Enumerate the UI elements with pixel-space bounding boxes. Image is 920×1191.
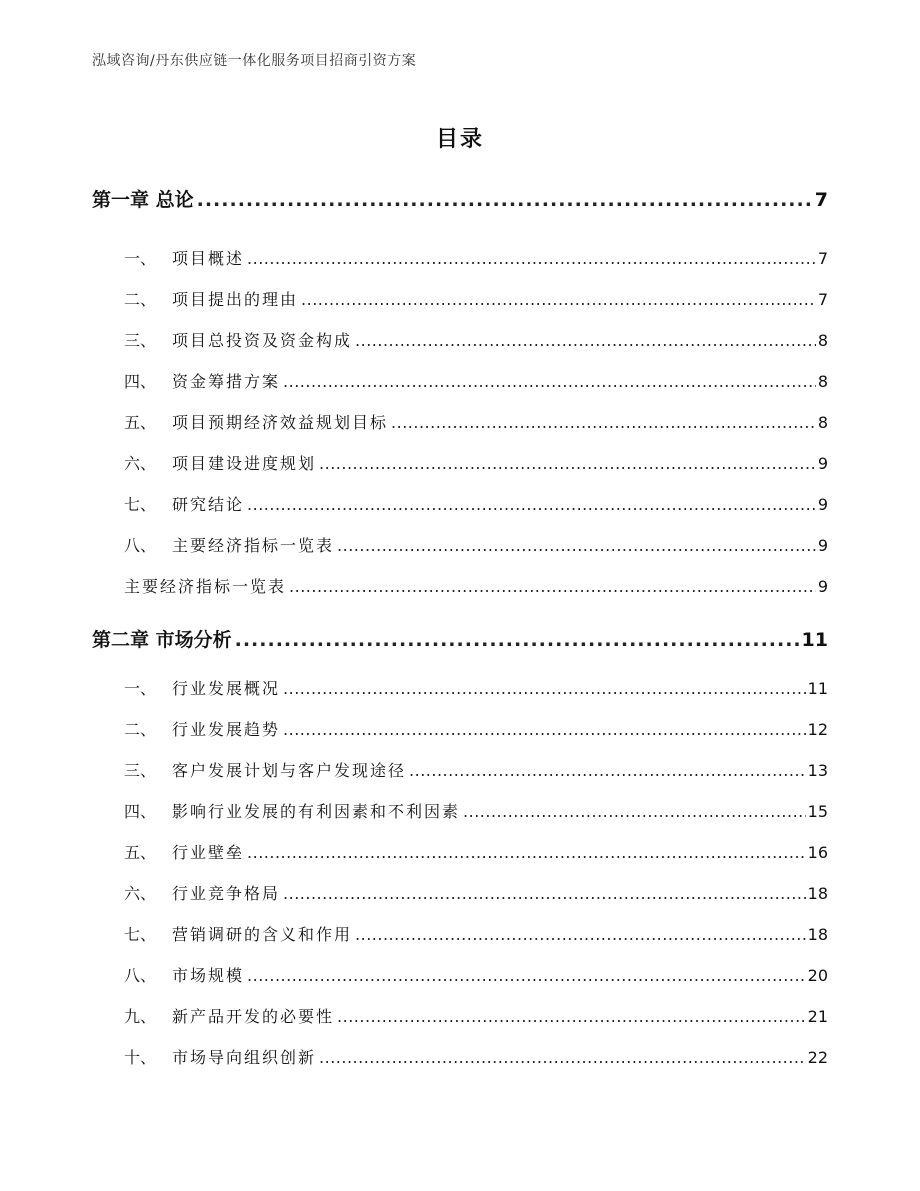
page-number: 18 bbox=[807, 925, 828, 944]
running-header: 泓域咨询/丹东供应链一体化服务项目招商引资方案 bbox=[92, 53, 417, 69]
page-number: 7 bbox=[814, 189, 828, 211]
dot-leader bbox=[391, 413, 816, 432]
dot-leader bbox=[301, 290, 816, 309]
dot-leader bbox=[247, 495, 816, 514]
toc-entry[interactable] bbox=[124, 574, 828, 597]
dot-leader bbox=[337, 536, 816, 555]
entry-title: 项目预期经济效益规划目标 bbox=[172, 413, 389, 432]
dot-leader bbox=[337, 1007, 806, 1026]
page-number: 8 bbox=[817, 413, 828, 432]
toc-entry[interactable] bbox=[124, 533, 828, 556]
page-number: 7 bbox=[817, 249, 828, 268]
page-number: 15 bbox=[807, 802, 828, 821]
entry-title: 项目提出的理由 bbox=[172, 290, 299, 309]
dot-leader bbox=[283, 372, 816, 391]
entry-title: 营销调研的含义和作用 bbox=[172, 925, 353, 944]
toc-entry[interactable] bbox=[124, 451, 828, 474]
dot-leader bbox=[355, 331, 816, 350]
entry-number: 一、 bbox=[124, 679, 157, 698]
dot-leader bbox=[289, 577, 816, 596]
entry-title: 行业发展趋势 bbox=[172, 720, 281, 739]
toc-title: 目录 bbox=[435, 127, 484, 152]
entry-number: 四、 bbox=[124, 372, 157, 391]
chapter-title: 第一章 总论 bbox=[92, 189, 194, 211]
dot-leader bbox=[319, 454, 816, 473]
page-number: 13 bbox=[807, 761, 828, 780]
toc-entry[interactable] bbox=[124, 287, 828, 310]
page-number: 9 bbox=[817, 454, 828, 473]
page-number: 11 bbox=[807, 679, 828, 698]
entry-title: 市场规模 bbox=[172, 966, 245, 985]
toc-entry[interactable] bbox=[124, 246, 828, 269]
entry-title: 市场导向组织创新 bbox=[172, 1048, 317, 1067]
entry-title: 新产品开发的必要性 bbox=[172, 1007, 335, 1026]
entry-title: 行业壁垒 bbox=[172, 843, 245, 862]
entry-number: 十、 bbox=[124, 1048, 157, 1067]
entry-title: 项目概述 bbox=[172, 249, 245, 268]
dot-leader bbox=[235, 629, 800, 651]
entry-title: 项目建设进度规划 bbox=[172, 454, 317, 473]
page-number: 9 bbox=[817, 536, 828, 555]
dot-leader bbox=[197, 189, 813, 211]
toc-entry[interactable] bbox=[124, 922, 828, 945]
page-number: 9 bbox=[817, 577, 828, 596]
entry-number: 二、 bbox=[124, 290, 157, 309]
dot-leader bbox=[283, 679, 806, 698]
entry-number: 五、 bbox=[124, 843, 157, 862]
toc-entry[interactable] bbox=[124, 410, 828, 433]
entry-title: 行业发展概况 bbox=[172, 679, 281, 698]
page-number: 8 bbox=[817, 331, 828, 350]
page-number: 12 bbox=[807, 720, 828, 739]
entry-title: 行业竞争格局 bbox=[172, 884, 281, 903]
page-number: 21 bbox=[807, 1007, 828, 1026]
toc-entry[interactable] bbox=[124, 840, 828, 863]
entry-title: 客户发展计划与客户发现途径 bbox=[172, 761, 407, 780]
entry-number: 六、 bbox=[124, 454, 157, 473]
page-number: 11 bbox=[801, 629, 828, 651]
page-number: 9 bbox=[817, 495, 828, 514]
page-number: 16 bbox=[807, 843, 828, 862]
entry-number: 七、 bbox=[124, 925, 157, 944]
dot-leader bbox=[283, 720, 806, 739]
entry-title: 主要经济指标一览表 bbox=[124, 577, 287, 596]
entry-number: 一、 bbox=[124, 249, 157, 268]
toc-entry[interactable] bbox=[124, 328, 828, 351]
toc-entry[interactable] bbox=[124, 492, 828, 515]
dot-leader bbox=[319, 1048, 806, 1067]
toc-entry[interactable] bbox=[124, 717, 828, 740]
toc-entry[interactable] bbox=[124, 676, 828, 699]
toc-entry[interactable] bbox=[124, 758, 828, 781]
toc-entry[interactable] bbox=[124, 963, 828, 986]
entry-title: 影响行业发展的有利因素和不利因素 bbox=[172, 802, 461, 821]
entry-number: 二、 bbox=[124, 720, 157, 739]
entry-number: 五、 bbox=[124, 413, 157, 432]
page-number: 7 bbox=[817, 290, 828, 309]
entry-number: 七、 bbox=[124, 495, 157, 514]
toc-entry[interactable] bbox=[124, 1045, 828, 1068]
entry-number: 三、 bbox=[124, 761, 157, 780]
toc-entry[interactable] bbox=[124, 799, 828, 822]
entry-title: 资金筹措方案 bbox=[172, 372, 281, 391]
dot-leader bbox=[247, 966, 806, 985]
page-number: 18 bbox=[807, 884, 828, 903]
dot-leader bbox=[247, 249, 816, 268]
toc-entry[interactable] bbox=[124, 369, 828, 392]
entry-title: 项目总投资及资金构成 bbox=[172, 331, 353, 350]
entry-number: 九、 bbox=[124, 1007, 157, 1026]
dot-leader bbox=[409, 761, 806, 780]
entry-number: 六、 bbox=[124, 884, 157, 903]
dot-leader bbox=[463, 802, 806, 821]
toc-chapter-1[interactable] bbox=[92, 185, 828, 212]
dot-leader bbox=[355, 925, 806, 944]
dot-leader bbox=[283, 884, 806, 903]
page-number: 22 bbox=[807, 1048, 828, 1067]
toc-chapter-2[interactable] bbox=[92, 625, 828, 652]
toc-entry[interactable] bbox=[124, 1004, 828, 1027]
entry-title: 主要经济指标一览表 bbox=[172, 536, 335, 555]
entry-title: 研究结论 bbox=[172, 495, 245, 514]
entry-number: 八、 bbox=[124, 966, 157, 985]
dot-leader bbox=[247, 843, 806, 862]
entry-number: 八、 bbox=[124, 536, 157, 555]
page-number: 20 bbox=[807, 966, 828, 985]
page-number: 8 bbox=[817, 372, 828, 391]
chapter-title: 第二章 市场分析 bbox=[92, 629, 232, 651]
entry-number: 四、 bbox=[124, 802, 157, 821]
entry-number: 三、 bbox=[124, 331, 157, 350]
toc-entry[interactable] bbox=[124, 881, 828, 904]
